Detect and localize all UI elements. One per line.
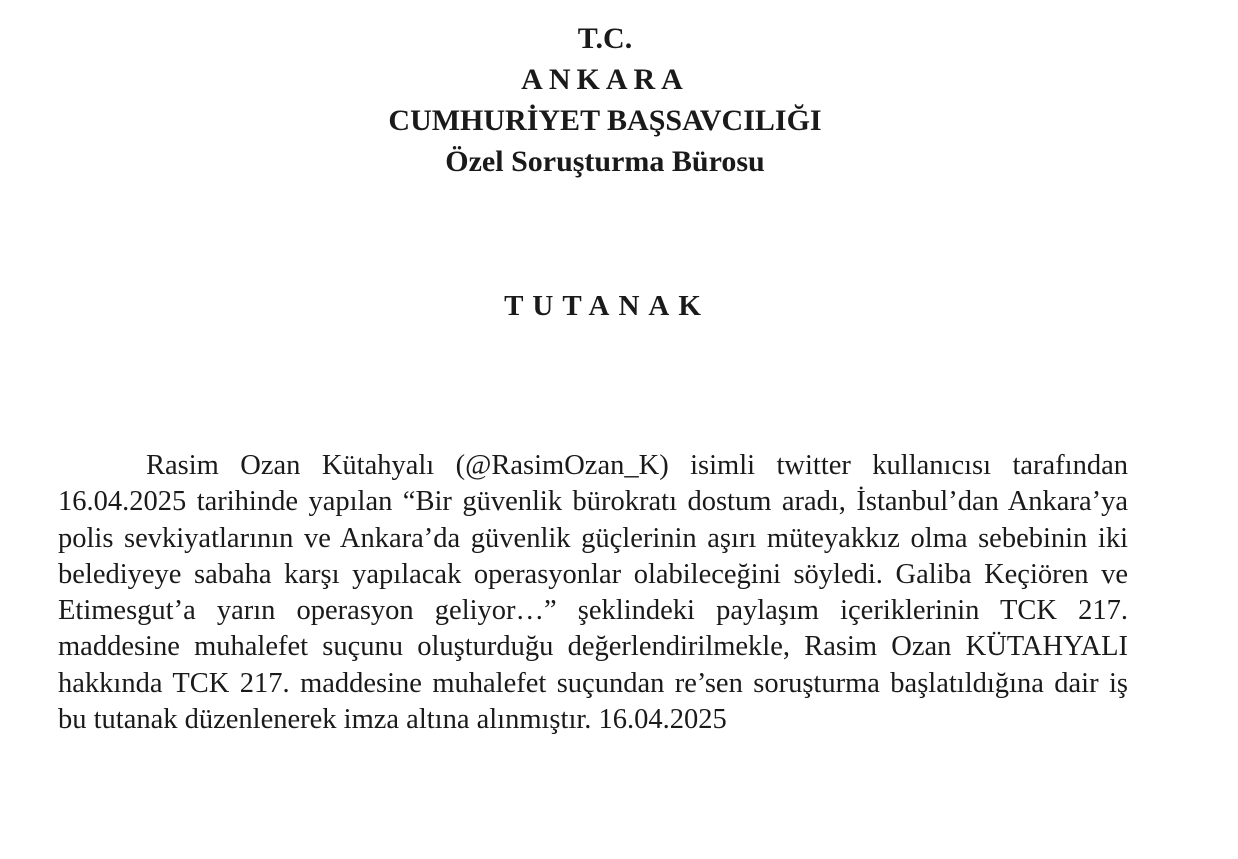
header-bureau: Özel Soruşturma Bürosu xyxy=(445,145,765,178)
body-paragraph: Rasim Ozan Kütahyalı (@RasimOzan_K) isimli twitter kullanıcısı tarafından 16.04.2025 tarihinde yapılan “Bir güvenlik bürokratı dostum aradı, İstanbul’dan Ankara’ya polis sevkiyatlarının ve Ankara’da güvenlik güçlerinin aşırı müteyakkız olma sebebinin iki belediyeye sabaha karşı yapılacak operasyonlar olabileceğini söyledi. Galiba Keçiören ve Etimesgut’a yarın operasyon geliyor…” şeklindeki paylaşım içeriklerinin TCK 217. maddesine muhalefet suçunu oluşturduğu değerlendirilmekle, Rasim Ozan KÜTAHYALI hakkında TCK 217. maddesine muhalefet suçundan re’sen soruşturma başlatıldığına dair iş bu tutanak düzenlenerek imza altına alınmıştır. 16.04.2025 xyxy=(58,450,1128,736)
document-title: TUTANAK xyxy=(504,290,710,322)
header-office: CUMHURİYET BAŞSAVCILIĞI xyxy=(388,104,822,137)
header-republic: T.C. xyxy=(577,22,633,55)
header-city: ANKARA xyxy=(521,63,689,96)
document-header xyxy=(0,18,1210,182)
